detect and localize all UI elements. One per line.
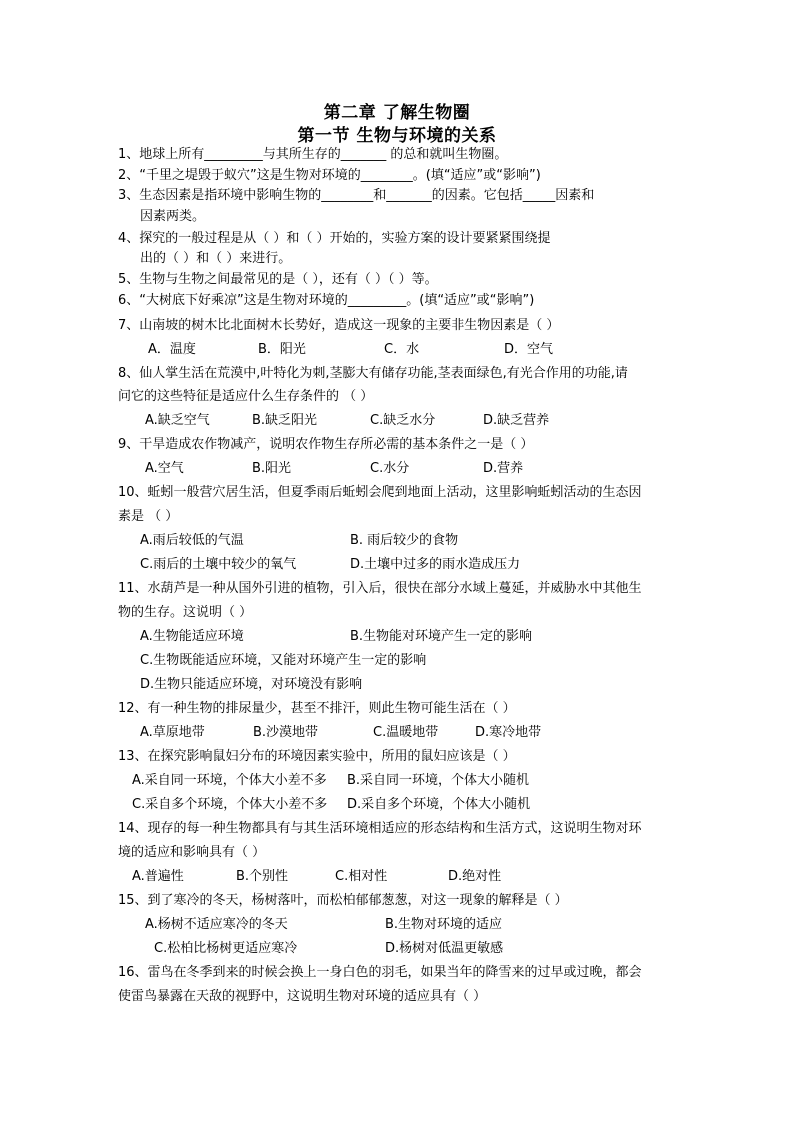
question-8-line-2: 问它的这些特征是适应什么生存条件的 （ ） [118,389,374,404]
option-d: D.采自多个环境，个体大小随机 [347,797,531,812]
question-6: 6、“大树底下好乘凉”这是生物对环境的_________。(填“适应”或“影响”) [118,293,535,308]
question-1: 1、地球上所有_________与其所生存的_______ 的总和就叫生物圈。 [118,147,508,162]
option-c: C.松柏比杨树更适应寒冷 [154,941,298,956]
question-8-line-1: 8、仙人掌生活在荒漠中,叶特化为刺,茎膨大有储存功能,茎表面绿色,有光合作用的功能,请 [118,366,628,381]
option-d: D.杨树对低温更敏感 [385,941,504,956]
option-d: D.寒冷地带 [475,725,542,740]
question-3-line-2: 因素两类。 [140,209,206,224]
question-2: 2、“千里之堤毁于蚁穴”这是生物对环境的________。(填“适应”或“影响”) [118,168,541,183]
question-13: 13、在探究影响鼠妇分布的环境因素实验中，所用的鼠妇应该是（ ） [118,749,516,764]
option-b: B.沙漠地带 [253,725,319,740]
chapter-title: 第二章 了解生物圈 [323,103,471,123]
option-b: B.阳光 [252,461,292,476]
option-c: C．水 [384,342,420,357]
option-b: B.生物对环境的适应 [385,917,503,932]
option-d: D.生物只能适应环境，对环境没有影响 [140,677,363,692]
option-b: B.个别性 [236,869,289,884]
option-b: B.生物能对环境产生一定的影响 [350,629,533,644]
option-c: C.雨后的土壤中较少的氧气 [140,557,297,572]
question-14-line-1: 14、现存的每一种生物都具有与其生活环境相适应的形态结构和生活方式，这说明生物对环 [118,821,642,836]
option-b: B.采自同一环境，个体大小随机 [347,773,530,788]
option-a: A.普遍性 [132,869,184,884]
question-10-line-2: 素是 （ ） [118,509,179,524]
question-3-line-1: 3、生态因素是指环境中影响生物的________和_______的因素。它包括_____因素和 [118,188,595,203]
option-a: A．温度 [148,342,196,357]
option-d: D.营养 [483,461,524,476]
section-title: 第一节 生物与环境的关系 [297,126,497,146]
option-c: C.相对性 [335,869,388,884]
option-b: B．阳光 [258,342,306,357]
question-4-line-1: 4、探究的一般过程是从（ ）和（ ）开始的，实验方案的设计要紧紧围绕提 [118,231,551,246]
question-9: 9、干旱造成农作物减产，说明农作物生存所必需的基本条件之一是（ ） [118,437,534,452]
option-b: B. 雨后较少的食物 [350,533,459,548]
question-15: 15、到了寒冷的冬天，杨树落叶，而松柏郁郁葱葱，对这一现象的解释是（ ） [118,893,568,908]
question-14-line-2: 境的适应和影响具有（ ） [118,845,266,860]
option-c: C.缺乏水分 [370,413,436,428]
option-a: A.生物能适应环境 [140,629,244,644]
question-11-line-2: 物的生存。这说明（ ） [118,605,253,620]
option-c: C.采自多个环境，个体大小差不多 [132,797,328,812]
option-a: A.空气 [145,461,184,476]
question-5: 5、生物与生物之间最常见的是（ ），还有（ ）（ ）等。 [118,272,438,287]
question-12: 12、有一种生物的排尿量少，甚至不排汗，则此生物可能生活在（ ） [118,701,516,716]
option-c: C.水分 [370,461,410,476]
option-d: D.缺乏营养 [483,413,550,428]
question-16-line-1: 16、雷鸟在冬季到来的时候会换上一身白色的羽毛，如果当年的降雪来的过早或过晚，都会 [118,965,642,980]
option-a: A.草原地带 [140,725,205,740]
question-10-line-1: 10、蚯蚓一般营穴居生活，但夏季雨后蚯蚓会爬到地面上活动，这里影响蚯蚓活动的生态因 [118,485,642,500]
option-c: C.温暖地带 [373,725,439,740]
option-d: D.绝对性 [448,869,502,884]
option-d: D．空气 [504,342,554,357]
option-a: A.杨树不适应寒冷的冬天 [145,917,288,932]
question-7: 7、山南坡的树木比北面树木长势好，造成这一现象的主要非生物因素是（ ） [118,318,560,333]
option-a: A.采自同一环境，个体大小差不多 [132,773,327,788]
question-11-line-1: 11、水葫芦是一种从国外引进的植物，引入后，很快在部分水域上蔓延，并威胁水中其他生 [118,581,642,596]
option-a: A.缺乏空气 [145,413,210,428]
question-4-line-2: 出的（ ）和（ ）来进行。 [140,251,292,266]
question-16-line-2: 使雷鸟暴露在天敌的视野中，这说明生物对环境的适应具有（ ） [118,989,487,1004]
option-a: A.雨后较低的气温 [140,533,244,548]
option-c: C.生物既能适应环境，又能对环境产生一定的影响 [140,653,427,668]
option-b: B.缺乏阳光 [252,413,318,428]
option-d: D.土壤中过多的雨水造成压力 [350,557,521,572]
